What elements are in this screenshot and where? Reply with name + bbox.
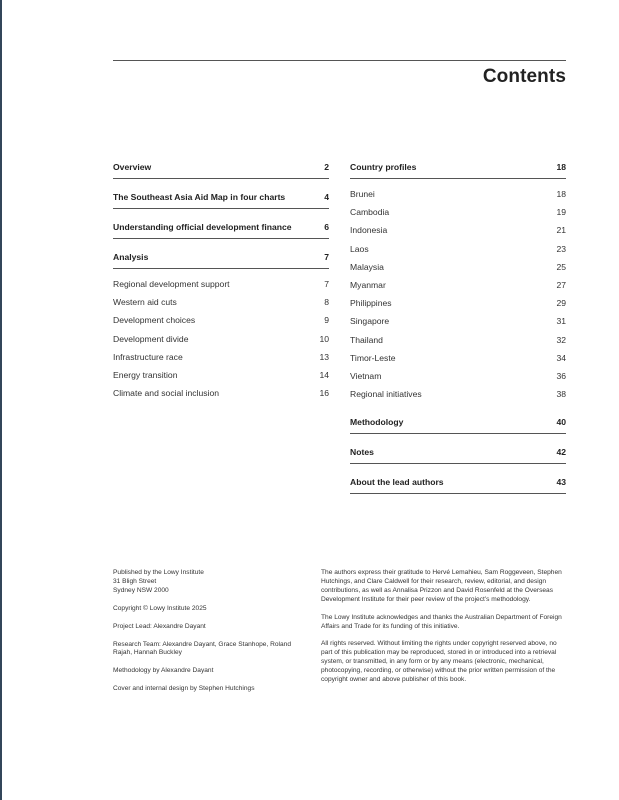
toc-section-label: Understanding official development finance: [113, 221, 292, 232]
toc-section-label: Country profiles: [350, 161, 417, 172]
toc-section-page: 43: [556, 476, 566, 487]
toc-country-item[interactable]: [350, 294, 566, 312]
acknowledgements-block: [321, 569, 569, 694]
toc-item-page: 10: [319, 333, 329, 344]
toc-section-label: About the lead authors: [350, 476, 444, 487]
toc-item[interactable]: [113, 330, 329, 348]
toc-section-analysis[interactable]: [113, 245, 329, 269]
gratitude-paragraph: The authors express their gratitude to Hervé Lemahieu, Sam Roggeveen, Stephen Hutchings, and Clare Caldwell for their research, review, editorial, and design contributions, as well as Annalisa Prizzon and David Rosenfeld at the Overseas Development Institute for their peer review of the project’s methodology.: [321, 569, 562, 603]
research-team: Research Team: Alexandre Dayant, Grace Stanhope, Roland Rajah, Hannah Buckley: [113, 640, 292, 657]
toc-section-overview[interactable]: [113, 155, 329, 179]
funding-paragraph: The Lowy Institute acknowledges and thanks the Australian Department of Foreign Affairs and Trade for its funding of this initiative.: [321, 613, 562, 630]
toc-item-label: Vietnam: [350, 370, 382, 381]
top-rule: [113, 60, 566, 61]
toc-item-label: Indonesia: [350, 225, 388, 236]
toc-section-country-profiles[interactable]: [350, 155, 566, 179]
toc-item-label: Timor-Leste: [350, 352, 396, 363]
toc-item-page: 19: [556, 207, 566, 218]
toc-item-page: 21: [556, 225, 566, 236]
toc-item-page: 18: [556, 189, 566, 200]
design-credit: Cover and internal design by Stephen Hutchings: [113, 685, 255, 693]
copyright-notice: Copyright © Lowy Institute 2025: [113, 604, 207, 612]
toc-item-label: Regional initiatives: [350, 389, 422, 400]
toc-country-item[interactable]: [350, 221, 566, 239]
toc-item-label: Infrastructure race: [113, 351, 183, 362]
toc-country-item[interactable]: [350, 331, 566, 349]
toc-item[interactable]: [113, 311, 329, 329]
toc-country-item[interactable]: [350, 240, 566, 258]
toc-section-page: 7: [324, 251, 329, 262]
toc-left-column: [113, 155, 329, 402]
toc-item-page: 7: [324, 279, 329, 290]
toc-item-label: Philippines: [350, 298, 392, 309]
publisher-line: Sydney NSW 2000: [113, 586, 169, 594]
toc-section-lead-authors[interactable]: [350, 470, 566, 494]
toc-item-label: Western aid cuts: [113, 297, 177, 308]
toc-item-label: Brunei: [350, 189, 375, 200]
toc-section-page: 40: [556, 416, 566, 427]
toc-item-label: Development divide: [113, 333, 189, 344]
toc-section-odf[interactable]: [113, 215, 329, 239]
toc-item-page: 38: [556, 389, 566, 400]
toc-country-item[interactable]: [350, 312, 566, 330]
toc-right-column: [350, 155, 566, 494]
toc-item-page: 25: [556, 261, 566, 272]
toc-section-notes[interactable]: [350, 440, 566, 464]
toc-item-page: 8: [324, 297, 329, 308]
toc-item[interactable]: [113, 348, 329, 366]
toc-item-label: Laos: [350, 243, 369, 254]
toc-country-item[interactable]: [350, 203, 566, 221]
publisher-line: 31 Bligh Street: [113, 577, 157, 585]
toc-section-page: 18: [556, 161, 566, 172]
toc-item-label: Thailand: [350, 334, 383, 345]
rights-paragraph: All rights reserved. Without limiting the rights under copyright reserved above, no part of this publication may be reproduced, stored in or introduced into a retrieval system, or transmitted, in any form or by any means (electronic, mechanical, photocopying, recording, or otherwise) without the prior written permission of the copyright owner and above publisher of this book.: [321, 640, 557, 684]
toc-country-item[interactable]: [350, 276, 566, 294]
toc-item[interactable]: [113, 293, 329, 311]
toc-section-label: Analysis: [113, 251, 149, 262]
toc-item-page: 9: [324, 315, 329, 326]
project-lead: Project Lead: Alexandre Dayant: [113, 622, 206, 630]
toc-item-page: 16: [319, 388, 329, 399]
toc-section-label: Notes: [350, 446, 374, 457]
toc-country-item[interactable]: [350, 349, 566, 367]
page-title: Contents: [482, 66, 566, 87]
toc-item-page: 14: [319, 370, 329, 381]
imprint-block: [113, 569, 303, 703]
toc-item-page: 27: [556, 280, 566, 291]
toc-country-item[interactable]: [350, 258, 566, 276]
toc-item-page: 31: [556, 316, 566, 327]
toc-section-label: Methodology: [350, 416, 404, 427]
publisher-address: [113, 569, 303, 596]
toc-item-page: 32: [556, 334, 566, 345]
toc-item-page: 23: [556, 243, 566, 254]
methodology-credit: Methodology by Alexandre Dayant: [113, 667, 214, 675]
toc-country-item[interactable]: [350, 185, 566, 203]
toc-section-page: 2: [324, 161, 329, 172]
toc-item-page: 13: [319, 351, 329, 362]
toc-item-label: Malaysia: [350, 261, 384, 272]
toc-section-four-charts[interactable]: [113, 185, 329, 209]
toc-section-methodology[interactable]: [350, 410, 566, 434]
toc-item-label: Cambodia: [350, 207, 390, 218]
toc-section-page: 42: [556, 446, 566, 457]
toc-section-label: Overview: [113, 161, 152, 172]
toc-item[interactable]: [113, 384, 329, 402]
toc-section-page: 4: [324, 191, 329, 202]
toc-item-label: Climate and social inclusion: [113, 388, 220, 399]
toc-section-page: 6: [324, 221, 329, 232]
toc-item[interactable]: [113, 275, 329, 293]
toc-item-page: 34: [556, 352, 566, 363]
toc-item-label: Development choices: [113, 315, 196, 326]
toc-item-label: Regional development support: [113, 279, 230, 290]
toc-item-label: Energy transition: [113, 370, 178, 381]
toc-item-label: Myanmar: [350, 280, 386, 291]
toc-item-page: 36: [556, 370, 566, 381]
toc-section-label: The Southeast Asia Aid Map in four charts: [113, 191, 286, 202]
toc-country-item[interactable]: [350, 385, 566, 403]
toc-country-item[interactable]: [350, 367, 566, 385]
publisher-line: Published by the Lowy Institute: [113, 569, 204, 576]
page-edge-bar: [0, 0, 2, 800]
toc-item-page: 29: [556, 298, 566, 309]
toc-item[interactable]: [113, 366, 329, 384]
toc-item-label: Singapore: [350, 316, 390, 327]
